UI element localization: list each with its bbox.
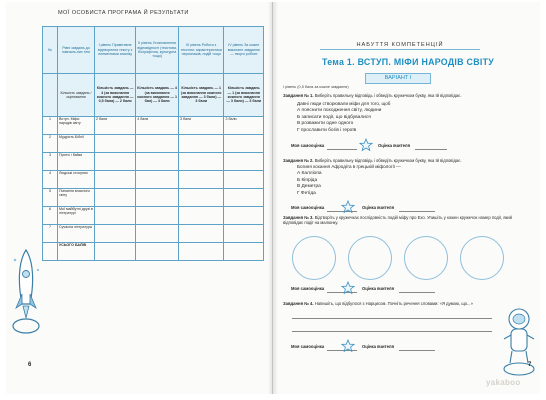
row-cell[interactable] xyxy=(224,135,264,153)
answer-line[interactable] xyxy=(292,331,492,332)
answer-circle[interactable] xyxy=(348,236,392,280)
row-num: 4 xyxy=(43,171,58,189)
table-header-row-2 xyxy=(43,74,264,117)
row-cell[interactable] xyxy=(224,243,264,261)
self-eval-line[interactable] xyxy=(327,149,357,150)
self-eval-label: Моя самооцінка xyxy=(291,143,325,148)
row-cell[interactable] xyxy=(136,189,179,207)
row-topic: Вступ. Міфи народів світу xyxy=(58,117,95,135)
row-cell[interactable] xyxy=(95,135,136,153)
header2-cell-4: Кількість завдань — 1 (за виконання кожного завдання — 3 бали) — 3 бали xyxy=(224,74,264,117)
header2-cell-3: Кількість завдань — 1 (за виконання кожного завдання — 3 бали) — 3 бали xyxy=(179,74,224,117)
row-cell[interactable] xyxy=(224,171,264,189)
option[interactable]: Г прославити богів і героїв xyxy=(297,127,357,133)
task-3-header xyxy=(283,215,533,225)
row-cell[interactable] xyxy=(179,189,224,207)
task-1-instruction: Виберіть правильну відповідь і обведіть кружечком букву, яка їй відповідає. xyxy=(314,93,462,98)
row-cell[interactable] xyxy=(224,225,264,243)
row-cell[interactable] xyxy=(179,207,224,225)
row-cell[interactable] xyxy=(95,171,136,189)
row-cell[interactable] xyxy=(95,225,136,243)
table-header-row xyxy=(43,27,264,74)
row-cell[interactable] xyxy=(95,189,136,207)
row-topic: Сучасна література xyxy=(58,225,95,243)
row-cell[interactable] xyxy=(224,207,264,225)
row-cell[interactable] xyxy=(95,153,136,171)
table-row xyxy=(43,207,264,225)
topic-title: Тема 1. ВСТУП. МІФИ НАРОДІВ СВІТУ xyxy=(321,57,495,67)
row-cell[interactable]: 2 бали xyxy=(95,117,136,135)
row-topic: Мої майбутні друзі в літературі xyxy=(58,207,95,225)
teacher-eval-label: Оцінка вчителя xyxy=(378,143,411,148)
row-topic: Пізнання власного світу xyxy=(58,189,95,207)
results-table xyxy=(42,26,264,261)
row-num: 7 xyxy=(43,225,58,243)
watermark: yakaboo xyxy=(486,378,521,387)
header2-cell-1: Кількість завдань — 4 (за виконання кожного завдання — 0,5 бала) — 2 бали xyxy=(95,74,136,117)
row-num xyxy=(43,243,58,261)
row-topic: УСЬОГО БАЛІВ xyxy=(58,243,95,261)
row-cell[interactable]: 3 бали xyxy=(224,117,264,135)
row-cell[interactable] xyxy=(179,153,224,171)
task-2-header xyxy=(283,158,533,163)
star-icon xyxy=(341,281,355,295)
option[interactable]: В розважити одне одного xyxy=(297,121,354,127)
answer-circle[interactable] xyxy=(404,236,448,280)
task-2-options xyxy=(297,171,322,197)
row-cell[interactable] xyxy=(136,243,179,261)
row-cell[interactable] xyxy=(136,225,179,243)
option[interactable]: Б Кіпріда xyxy=(297,177,318,183)
option[interactable]: Б записати події, що відбувалися xyxy=(297,114,371,120)
answer-circle[interactable] xyxy=(460,236,504,280)
row-cell[interactable] xyxy=(179,135,224,153)
task-1-header xyxy=(283,93,533,98)
row-topic: Притчі і байки xyxy=(58,153,95,171)
option[interactable]: А Калліопа xyxy=(297,171,322,176)
teacher-eval-label: Оцінка вчителя xyxy=(362,286,395,291)
astronaut-illustration xyxy=(500,305,538,383)
left-page-number: 6 xyxy=(28,362,32,368)
star-icon xyxy=(341,339,355,353)
row-topic: Людські стосунки xyxy=(58,171,95,189)
teacher-eval-line[interactable] xyxy=(415,149,447,150)
self-eval-label: Моя самооцінка xyxy=(291,344,325,349)
right-page-number: 7 xyxy=(528,362,532,368)
table-row xyxy=(43,135,264,153)
header-level-2: II рівень Установлення відповідності (текстова, біографічна, культурна тощо) xyxy=(136,27,179,74)
table-row xyxy=(43,117,264,135)
table-row xyxy=(43,153,264,171)
left-page-header: МОЇ ОСОБИСТА ПРОГРАМА Й РЕЗУЛЬТАТИ xyxy=(58,10,189,16)
task-3-instruction: Відтворіть у кружечках послідовність подій міфу про Ехо. Упишіть у кожен кружечок номер події, який відповідає події на малюнку. xyxy=(283,215,512,225)
row-cell[interactable] xyxy=(179,171,224,189)
row-cell[interactable] xyxy=(95,243,136,261)
task-4-label: Завдання № 4. xyxy=(283,301,314,306)
self-eval-label: Моя самооцінка xyxy=(291,205,325,210)
header-num: № xyxy=(43,27,58,74)
row-num: 2 xyxy=(43,135,58,153)
task-1-options xyxy=(297,108,381,134)
task-4-instruction: Напишіть, що відбулося з Нарцисом. Почніть речення словами: «Я думаю, що...» xyxy=(314,301,473,306)
row-cell[interactable] xyxy=(136,135,179,153)
row-num: 6 xyxy=(43,207,58,225)
row-topic: Мудрість Біблії xyxy=(58,135,95,153)
table-row xyxy=(43,225,264,243)
task-4-header xyxy=(283,301,493,306)
row-num: 5 xyxy=(43,189,58,207)
row-cell[interactable] xyxy=(179,243,224,261)
option[interactable]: А пояснити походження світу, людини xyxy=(297,108,382,113)
row-num: 1 xyxy=(43,117,58,135)
table-row-total xyxy=(43,243,264,261)
header2-label: Кількість завдань / оцінювання xyxy=(58,74,95,117)
header2-empty xyxy=(43,74,58,117)
header-level-3: III рівень Робота з текстом: характеристики персонажів, подій тощо xyxy=(179,27,224,74)
row-cell[interactable]: 4 бали xyxy=(136,117,179,135)
row-cell[interactable]: 3 бали xyxy=(179,117,224,135)
task-2-instruction: Виберіть правильну відповідь і обведіть кружечком букву, яка їй відповідає. xyxy=(314,158,462,163)
teacher-eval-label: Оцінка вчителя xyxy=(362,344,395,349)
row-cell[interactable] xyxy=(95,207,136,225)
header-level-1: I рівень Примітивне відтворення тексту з елементами аналізу xyxy=(95,27,136,74)
task-2-label: Завдання № 2. xyxy=(283,158,314,163)
option[interactable]: Г Фетіда xyxy=(297,190,316,196)
header-level-4: IV рівень За кожне виконане завдання — творчі роботи xyxy=(224,27,264,74)
book-gutter xyxy=(268,2,278,394)
answer-circle[interactable] xyxy=(292,236,336,280)
teacher-eval-label: Оцінка вчителя xyxy=(362,205,395,210)
star-icon xyxy=(341,200,355,214)
row-cell[interactable] xyxy=(136,207,179,225)
level-note: І рівень (0,5 бала за кожне завдання) xyxy=(283,85,349,89)
row-num: 3 xyxy=(43,153,58,171)
row-cell[interactable] xyxy=(136,171,179,189)
teacher-eval-line[interactable] xyxy=(399,350,435,351)
section-title: НАБУТТЯ КОМПЕТЕНЦІЙ xyxy=(320,42,480,50)
task-3-label: Завдання № 3. xyxy=(283,215,314,220)
task-1-question: Давні люди створювали міфи для того, щоб xyxy=(297,101,391,106)
header-topic: Рівні завдань до навчаль-них тем xyxy=(58,27,95,74)
star-icon xyxy=(359,138,373,152)
row-cell[interactable] xyxy=(136,153,179,171)
header2-cell-2: Кількість завдань — 4 (за виконання кожного завдання — 1 бал) — 4 бали xyxy=(136,74,179,117)
task-1-label: Завдання № 1. xyxy=(283,93,314,98)
self-eval-label: Моя самооцінка xyxy=(291,286,325,291)
answer-line[interactable] xyxy=(292,318,492,319)
row-cell[interactable] xyxy=(179,225,224,243)
task-2-question: Богиня кохання Афродіта в грецькій міфології — xyxy=(297,164,401,169)
teacher-eval-line[interactable] xyxy=(399,292,435,293)
row-cell[interactable] xyxy=(224,189,264,207)
option[interactable]: В Деметра xyxy=(297,184,321,190)
variant-badge: ВАРІАНТ І xyxy=(365,73,431,84)
table-row xyxy=(43,171,264,189)
row-cell[interactable] xyxy=(224,153,264,171)
teacher-eval-line[interactable] xyxy=(399,211,435,212)
rocket-illustration xyxy=(10,240,42,340)
table-row xyxy=(43,189,264,207)
